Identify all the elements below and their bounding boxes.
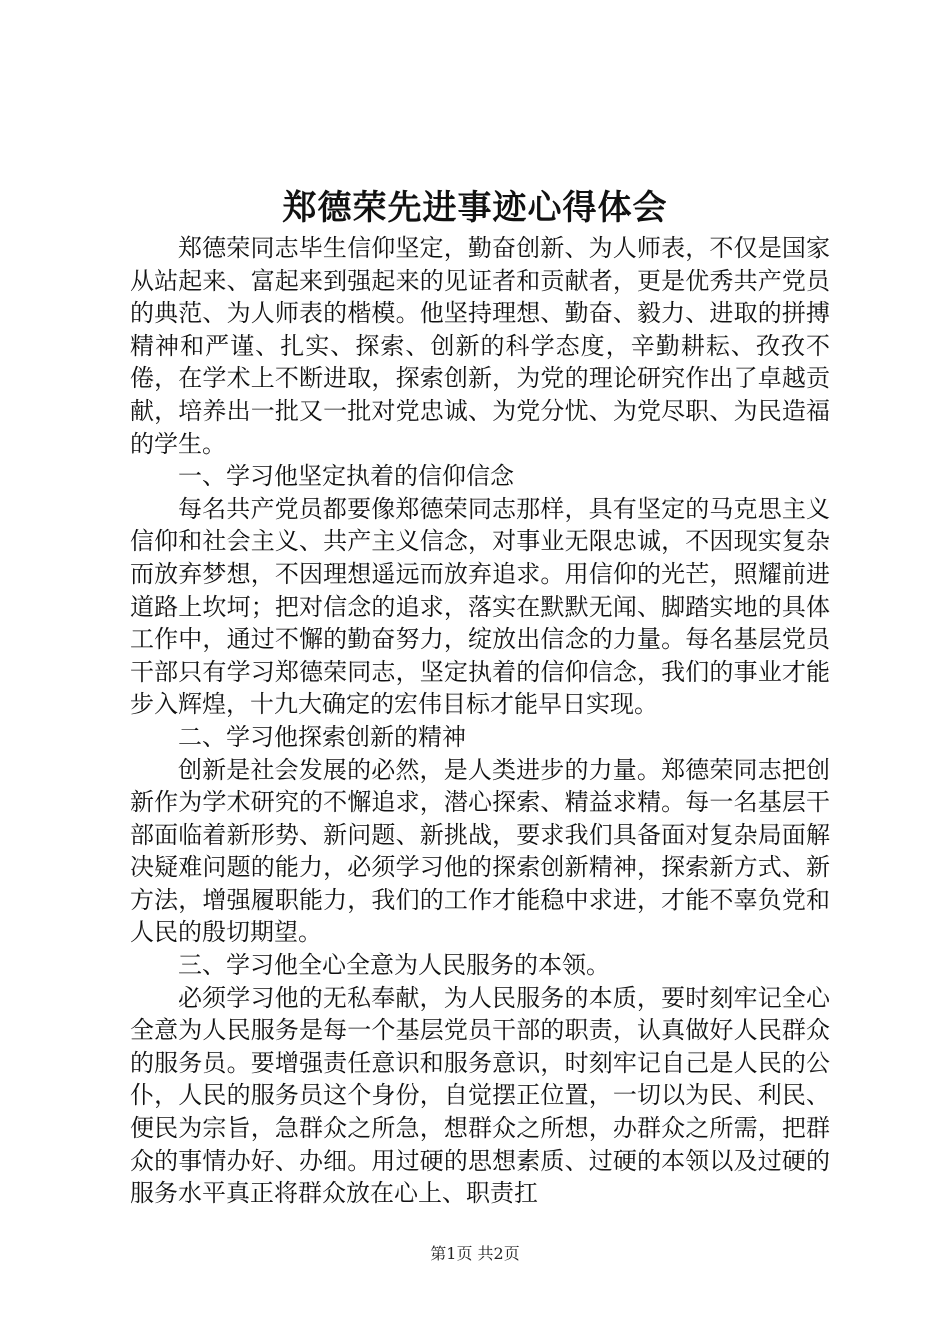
page-footer: 第1页 共2页 xyxy=(430,1244,520,1263)
intro-paragraph: 郑德荣同志毕生信仰坚定，勤奋创新、为人师表，不仅是国家从站起来、富起来到强起来的见证者和贡献者，更是优秀共产党员的典范、为人师表的楷模。他坚持理想、勤奋、毅力、进取的拼搏精神和严谨、扎实、探索、创新的科学态度，辛勤耕耘、孜孜不倦，在学术上不断进取，探索创新，为党的理论研究作出了卓越贡献，培养出一批又一批对党忠诚、为党分忧、为党尽职、为民造福的学生。 xyxy=(130,234,830,458)
section-paragraph-1: 每名共产党员都要像郑德荣同志那样，具有坚定的马克思主义信仰和社会主义、共产主义信念，对事业无限忠诚，不因现实复杂而放弃梦想，不因理想遥远而放弃追求。用信仰的光芒，照耀前进道路上坎坷；把对信念的追求，落实在默默无闻、脚踏实地的具体工作中，通过不懈的勤奋努力，绽放出信念的力量。每名基层党员干部只有学习郑德荣同志，坚定执着的信仰信念，我们的事业才能步入辉煌，十九大确定的宏伟目标才能早日实现。 xyxy=(130,494,830,719)
section-paragraph-2: 创新是社会发展的必然，是人类进步的力量。郑德荣同志把创新作为学术研究的不懈追求，潜心探索、精益求精。每一名基层干部面临着新形势、新问题、新挑战，要求我们具备面对复杂局面解决疑难问题的能力，必须学习他的探索创新精神，探索新方式、新方法，增强履职能力，我们的工作才能稳中求进，才能不辜负党和人民的殷切期望。 xyxy=(130,755,830,947)
section-heading-2: 二、学习他探索创新的精神 xyxy=(178,722,466,751)
document-title: 郑德荣先进事迹心得体会 xyxy=(282,188,668,228)
document-body xyxy=(130,232,830,1210)
section-paragraph-3: 必须学习他的无私奉献，为人民服务的本质，要时刻牢记全心全意为人民服务是每一个基层党员干部的职责，认真做好人民群众的服务员。要增强责任意识和服务意识，时刻牢记自己是人民的公仆，人民的服务员这个身份，自觉摆正位置，一切以为民、利民、便民为宗旨，急群众之所急，想群众之所想，办群众之所需，把群众的事情办好、办细。用过硬的思想素质、过硬的本领以及过硬的服务水平真正将群众放在心上、职责扛 xyxy=(130,983,830,1208)
section-heading-3: 三、学习他全心全意为人民服务的本领。 xyxy=(178,951,610,980)
section-heading-1: 一、学习他坚定执着的信仰信念 xyxy=(178,462,514,491)
